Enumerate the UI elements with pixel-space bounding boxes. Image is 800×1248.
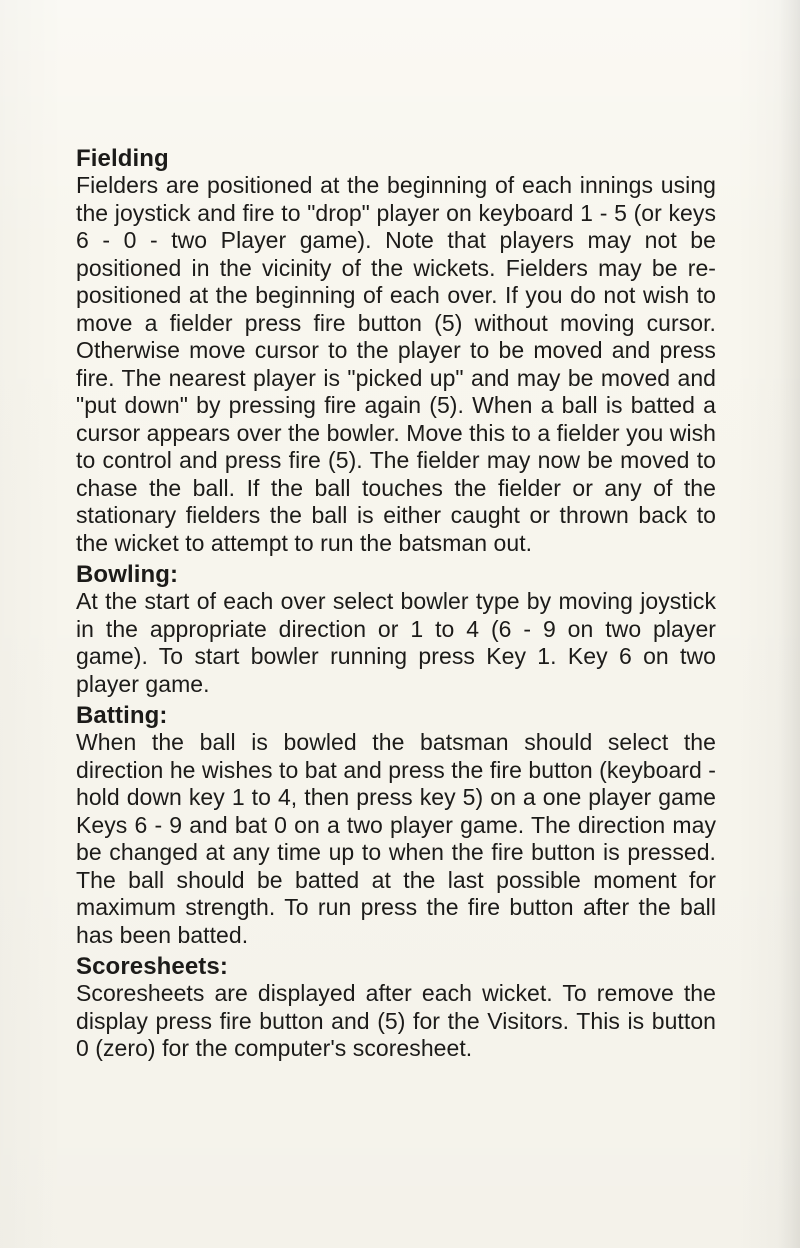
instructions-body xyxy=(76,145,716,1067)
section-fielding xyxy=(76,145,716,557)
heading-scoresheets: Scoresheets: xyxy=(76,953,228,980)
paragraph-bowling: At the start of each over select bowler type by moving joystick in the appropriate direction or 1 to 4 (6 - 9 on two player game). To start bowler running press Key 1. Key 6 on two player game. xyxy=(76,588,716,697)
section-scoresheets xyxy=(76,953,716,1063)
heading-bowling: Bowling: xyxy=(76,561,179,588)
paragraph-fielding: Fielders are positioned at the beginning of each innings using the joystick and fire to "drop" player on keyboard 1 - 5 (or keys 6 - 0 - two Player game). Note that players may not be positioned in the vicinity of the wickets. Fielders may be re-positioned at the beginning of each over. If you do not wish to move a fielder press fire button (5) without moving cursor. Otherwise move cursor to the player to be moved and press fire. The nearest player is "picked up" and may be moved and "put down" by pressing fire again (5). When a ball is batted a cursor appears over the bowler. Move this to a fielder you wish to control and press fire (5). The fielder may now be moved to chase the ball. If the ball touches the fielder or any of the stationary fielders the ball is either caught or thrown back to the wicket to attempt to run the batsman out. xyxy=(76,172,716,556)
heading-batting: Batting: xyxy=(76,702,168,729)
paragraph-batting: When the ball is bowled the batsman should select the direction he wishes to bat and press the fire button (keyboard - hold down key 1 to 4, then press key 5) on a one player game Keys 6 - 9 and bat 0 on a two player game. The direction may be changed at any time up to when the fire button is pressed. The ball should be batted at the last possible moment for maximum strength. To run press the fire button after the ball has been batted. xyxy=(76,729,716,948)
heading-fielding: Fielding xyxy=(76,145,169,172)
paragraph-scoresheets: Scoresheets are displayed after each wicket. To remove the display press fire button and (5) for the Visitors. This is button 0 (zero) for the computer's scoresheet. xyxy=(76,980,716,1061)
section-batting xyxy=(76,702,716,949)
section-bowling xyxy=(76,561,716,698)
